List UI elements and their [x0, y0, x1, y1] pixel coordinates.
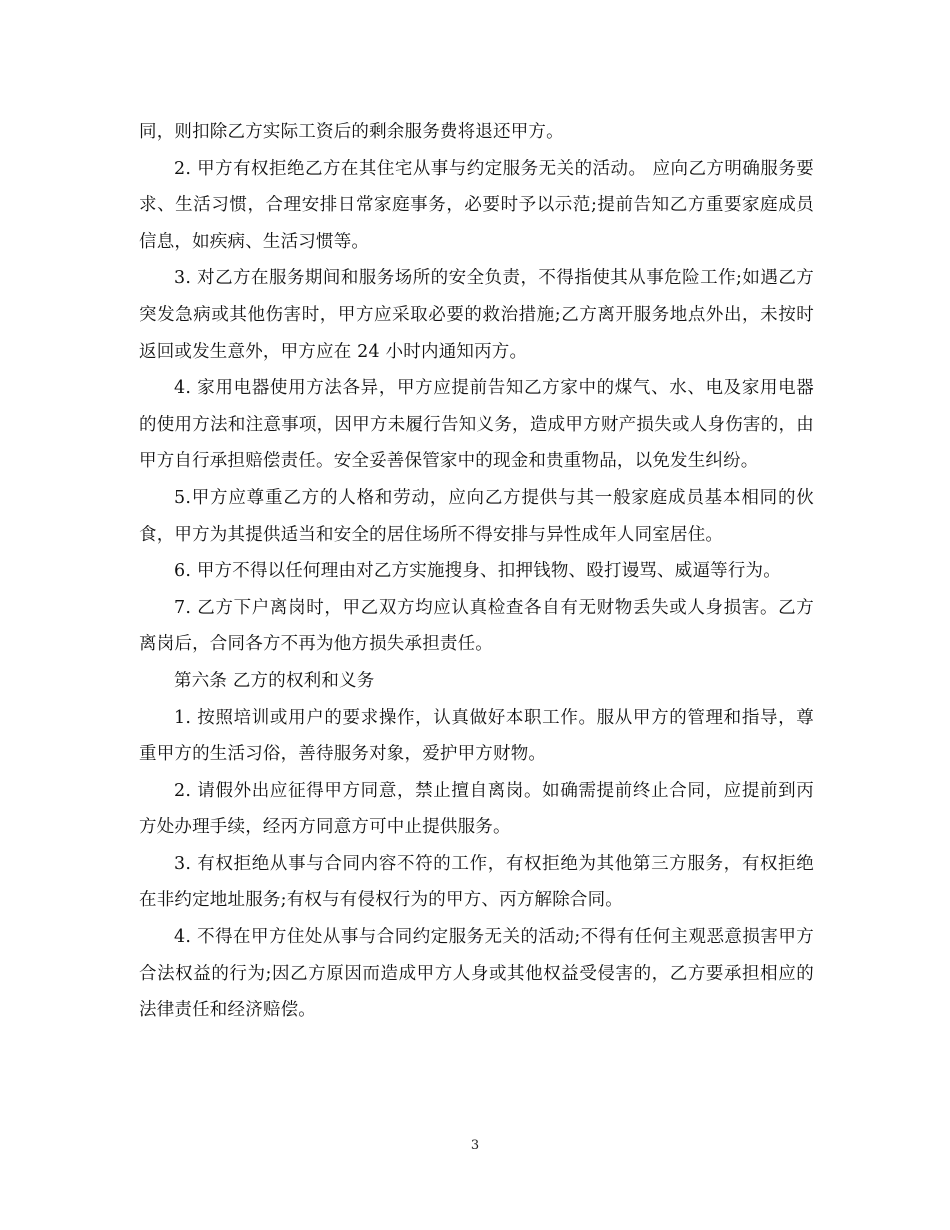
paragraph-clause-5-3: 3. 对乙方在服务期间和服务场所的安全负责，不得指使其从事危险工作;如遇乙方突发急病或其他伤害时，甲方应采取必要的救治措施;乙方离开服务地点外出，未按时返回或发生意外，甲方应在 24 小时内通知丙方。: [139, 268, 814, 362]
paragraph-clause-5-2: 2. 甲方有权拒绝乙方在其住宅从事与约定服务无关的活动。 应向乙方明确服务要求、生活习惯，合理安排日常家庭事务，必要时予以示范;提前告知乙方重要家庭成员信息，如疾病、生活习惯等。: [139, 158, 814, 252]
section-heading-article-6: 第六条 乙方的权利和义务: [174, 670, 375, 691]
document-body: [139, 114, 814, 1029]
paragraph-clause-5-6: 6. 甲方不得以任何理由对乙方实施搜身、扣押钱物、殴打谩骂、威逼等行为。: [174, 561, 781, 582]
paragraph-clause-6-3: 3. 有权拒绝从事与合同内容不符的工作，有权拒绝为其他第三方服务，有权拒绝在非约定地址服务;有权与有侵权行为的甲方、丙方解除合同。: [139, 853, 814, 911]
paragraph-clause-6-1: 1. 按照培训或用户的要求操作，认真做好本职工作。服从甲方的管理和指导，尊重甲方的生活习俗，善待服务对象，爱护甲方财物。: [139, 707, 814, 765]
paragraph-clause-6-4: 4. 不得在甲方住处从事与合同约定服务无关的活动;不得有任何主观恶意损害甲方合法权益的行为;因乙方原因而造成甲方人身或其他权益受侵害的，乙方要承担相应的法律责任和经济赔偿。: [139, 927, 814, 1021]
paragraph-clause-5-7: 7. 乙方下户离岗时，甲乙双方均应认真检查各自有无财物丢失或人身损害。乙方离岗后，合同各方不再为他方损失承担责任。: [139, 597, 814, 655]
paragraph-continuation: 同，则扣除乙方实际工资后的剩余服务费将退还甲方。: [139, 122, 564, 142]
paragraph-clause-6-2: 2. 请假外出应征得甲方同意，禁止擅自离岗。如确需提前终止合同，应提前到丙方处办理手续，经丙方同意方可中止提供服务。: [139, 780, 814, 838]
paragraph-clause-5-4: 4. 家用电器使用方法各异，甲方应提前告知乙方家中的煤气、水、电及家用电器的使用方法和注意事项，因甲方未履行告知义务，造成甲方财产损失或人身伤害的，由甲方自行承担赔偿责任。安全妥善保管家中的现金和贵重物品，以免发生纠纷。: [139, 378, 814, 472]
paragraph-clause-5-5: 5.甲方应尊重乙方的人格和劳动，应向乙方提供与其一般家庭成员基本相同的伙食，甲方为其提供适当和安全的居住场所不得安排与异性成年人同室居住。: [139, 487, 814, 545]
page-number: 3: [470, 1138, 480, 1153]
